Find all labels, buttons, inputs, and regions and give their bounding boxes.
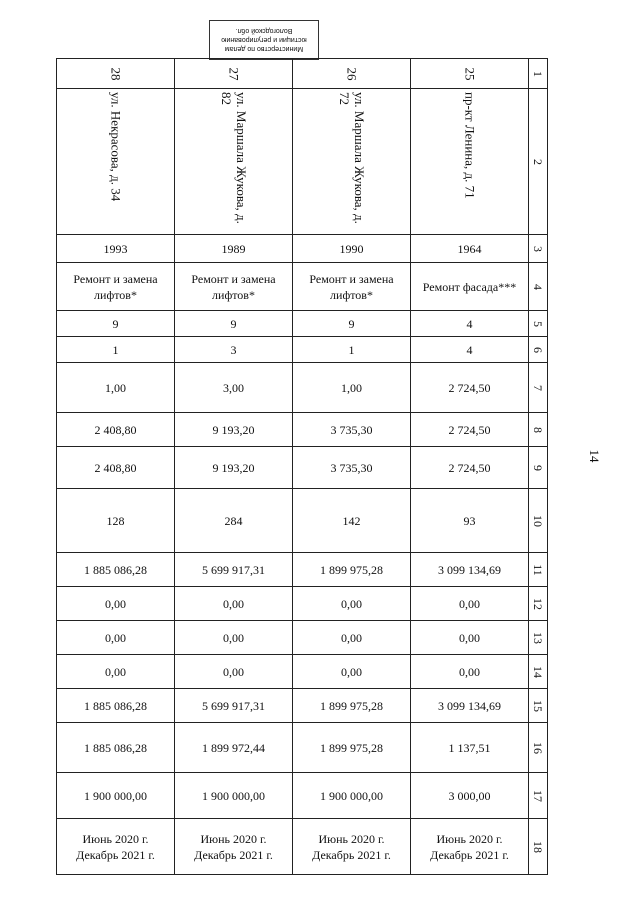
row-index-label: 14: [531, 665, 545, 678]
row-index: [529, 447, 548, 489]
row-index: [529, 89, 548, 235]
period-cell: [293, 819, 411, 875]
v17-cell: 1 900 000,00: [293, 773, 411, 819]
table-row: [57, 621, 548, 655]
v17-cell: 3 000,00: [411, 773, 529, 819]
period-line: Июнь 2020 г.: [200, 831, 267, 846]
v13-cell: 0,00: [411, 621, 529, 655]
work-line: Ремонт фасада***: [422, 279, 517, 294]
row-index: [529, 587, 548, 621]
building-number: 28: [108, 67, 124, 80]
v14-cell: 0,00: [175, 655, 293, 689]
period-line: Июнь 2020 г.: [436, 831, 503, 846]
table-row: [57, 59, 548, 89]
v8-cell: 2 724,50: [411, 413, 529, 447]
floors-cell: 9: [175, 311, 293, 337]
v16-cell: 1 899 975,28: [293, 723, 411, 773]
row-index: [529, 689, 548, 723]
row-number-cell: [411, 59, 529, 89]
address-text: ул. Маршала Жукова, д. 82: [218, 91, 249, 224]
work-cell: [175, 263, 293, 311]
v13-cell: 0,00: [175, 621, 293, 655]
address-text: пр-кт Ленина, д. 71: [462, 91, 477, 199]
work-line: Ремонт и замена: [309, 271, 394, 286]
stamp-line: юстиции и регулированию: [221, 36, 307, 44]
work-cell: [411, 263, 529, 311]
period-line: Декабрь 2021 г.: [194, 847, 273, 862]
v14-cell: 0,00: [411, 655, 529, 689]
v10-cell: 142: [293, 489, 411, 553]
table-row: [57, 689, 548, 723]
count-cell: 4: [411, 337, 529, 363]
row-index-label: 18: [531, 840, 545, 853]
row-index-label: 16: [531, 741, 545, 754]
row-index: [529, 773, 548, 819]
table-row: [57, 311, 548, 337]
v7-cell: 1,00: [57, 363, 175, 413]
row-index: [529, 235, 548, 263]
v9-cell: 3 735,30: [293, 447, 411, 489]
period-line: Июнь 2020 г.: [318, 831, 385, 846]
row-number-cell: [293, 59, 411, 89]
page-number: 14: [587, 449, 602, 463]
table-row: [57, 89, 548, 235]
building-number: 25: [462, 67, 478, 80]
work-schedule-table: [56, 58, 548, 875]
period-line: Декабрь 2021 г.: [430, 847, 509, 862]
row-index-label: 17: [531, 789, 545, 802]
v11-cell: 1 899 975,28: [293, 553, 411, 587]
address-cell: [57, 89, 175, 235]
v7-cell: 3,00: [175, 363, 293, 413]
year-cell: 1964: [411, 235, 529, 263]
v13-cell: 0,00: [57, 621, 175, 655]
row-index-label: 6: [531, 346, 545, 353]
v10-cell: 128: [57, 489, 175, 553]
row-index: [529, 489, 548, 553]
count-cell: 3: [175, 337, 293, 363]
row-index: [529, 819, 548, 875]
period-line: Декабрь 2021 г.: [76, 847, 155, 862]
v17-cell: 1 900 000,00: [175, 773, 293, 819]
year-cell: 1989: [175, 235, 293, 263]
v12-cell: 0,00: [57, 587, 175, 621]
period-cell: [57, 819, 175, 875]
v15-cell: 3 099 134,69: [411, 689, 529, 723]
address-cell: [411, 89, 529, 235]
v10-cell: 284: [175, 489, 293, 553]
work-line: Ремонт и замена: [73, 271, 158, 286]
v11-cell: 3 099 134,69: [411, 553, 529, 587]
row-index-label: 8: [531, 426, 545, 433]
row-number-cell: [57, 59, 175, 89]
table-row: [57, 263, 548, 311]
table-row: [57, 447, 548, 489]
work-line: лифтов*: [212, 287, 255, 302]
year-cell: 1990: [293, 235, 411, 263]
v7-cell: 1,00: [293, 363, 411, 413]
work-cell: [293, 263, 411, 311]
work-cell: [57, 263, 175, 311]
v17-cell: 1 900 000,00: [57, 773, 175, 819]
work-line: лифтов*: [94, 287, 137, 302]
v10-cell: 93: [411, 489, 529, 553]
row-index-label: 13: [531, 631, 545, 644]
work-line: лифтов*: [330, 287, 373, 302]
floors-cell: 9: [293, 311, 411, 337]
row-index-label: 7: [531, 384, 545, 391]
v12-cell: 0,00: [175, 587, 293, 621]
table-row: [57, 587, 548, 621]
row-index-label: 4: [531, 283, 545, 290]
table-row: [57, 773, 548, 819]
v12-cell: 0,00: [293, 587, 411, 621]
row-index: [529, 311, 548, 337]
address-text: ул. Некрасова, д. 34: [108, 91, 123, 201]
v15-cell: 1 885 086,28: [57, 689, 175, 723]
floors-cell: 4: [411, 311, 529, 337]
count-cell: 1: [57, 337, 175, 363]
building-number: 26: [344, 67, 360, 80]
stamp-line: Вологодской обл.: [235, 27, 293, 35]
v9-cell: 2 724,50: [411, 447, 529, 489]
table-row: [57, 363, 548, 413]
v15-cell: 1 899 975,28: [293, 689, 411, 723]
row-index: [529, 413, 548, 447]
v14-cell: 0,00: [293, 655, 411, 689]
v8-cell: 2 408,80: [57, 413, 175, 447]
work-line: Ремонт и замена: [191, 271, 276, 286]
row-index: [529, 655, 548, 689]
v7-cell: 2 724,50: [411, 363, 529, 413]
table-row: [57, 337, 548, 363]
year-cell: 1993: [57, 235, 175, 263]
v16-cell: 1 899 972,44: [175, 723, 293, 773]
v9-cell: 2 408,80: [57, 447, 175, 489]
row-index-label: 5: [531, 320, 545, 327]
row-index-label: 15: [531, 699, 545, 712]
row-index-label: 2: [531, 158, 545, 165]
row-index: [529, 621, 548, 655]
v14-cell: 0,00: [57, 655, 175, 689]
table-row: [57, 235, 548, 263]
row-index: [529, 553, 548, 587]
period-line: Декабрь 2021 г.: [312, 847, 391, 862]
v9-cell: 9 193,20: [175, 447, 293, 489]
row-index: [529, 59, 548, 89]
row-index-label: 1: [531, 70, 545, 77]
building-number: 27: [226, 67, 242, 80]
table-row: [57, 489, 548, 553]
table-row: [57, 413, 548, 447]
address-cell: [293, 89, 411, 235]
row-index-label: 3: [531, 245, 545, 252]
row-index-label: 11: [531, 563, 545, 576]
v12-cell: 0,00: [411, 587, 529, 621]
v16-cell: 1 885 086,28: [57, 723, 175, 773]
v15-cell: 5 699 917,31: [175, 689, 293, 723]
period-cell: [411, 819, 529, 875]
table-row: [57, 819, 548, 875]
v13-cell: 0,00: [293, 621, 411, 655]
row-index: [529, 263, 548, 311]
row-index: [529, 723, 548, 773]
row-index-label: 12: [531, 597, 545, 610]
row-index-label: 9: [531, 464, 545, 471]
count-cell: 1: [293, 337, 411, 363]
v11-cell: 5 699 917,31: [175, 553, 293, 587]
period-line: Июнь 2020 г.: [82, 831, 149, 846]
v8-cell: 3 735,30: [293, 413, 411, 447]
floors-cell: 9: [57, 311, 175, 337]
registration-stamp: [209, 20, 319, 60]
period-cell: [175, 819, 293, 875]
table-row: [57, 553, 548, 587]
row-number-cell: [175, 59, 293, 89]
stamp-line: Министерство по делам: [224, 45, 304, 53]
v11-cell: 1 885 086,28: [57, 553, 175, 587]
v16-cell: 1 137,51: [411, 723, 529, 773]
v8-cell: 9 193,20: [175, 413, 293, 447]
address-cell: [175, 89, 293, 235]
row-index: [529, 363, 548, 413]
table-row: [57, 655, 548, 689]
row-index: [529, 337, 548, 363]
address-text: ул. Маршала Жукова, д. 72: [336, 91, 367, 224]
table-row: [57, 723, 548, 773]
row-index-label: 10: [531, 514, 545, 527]
